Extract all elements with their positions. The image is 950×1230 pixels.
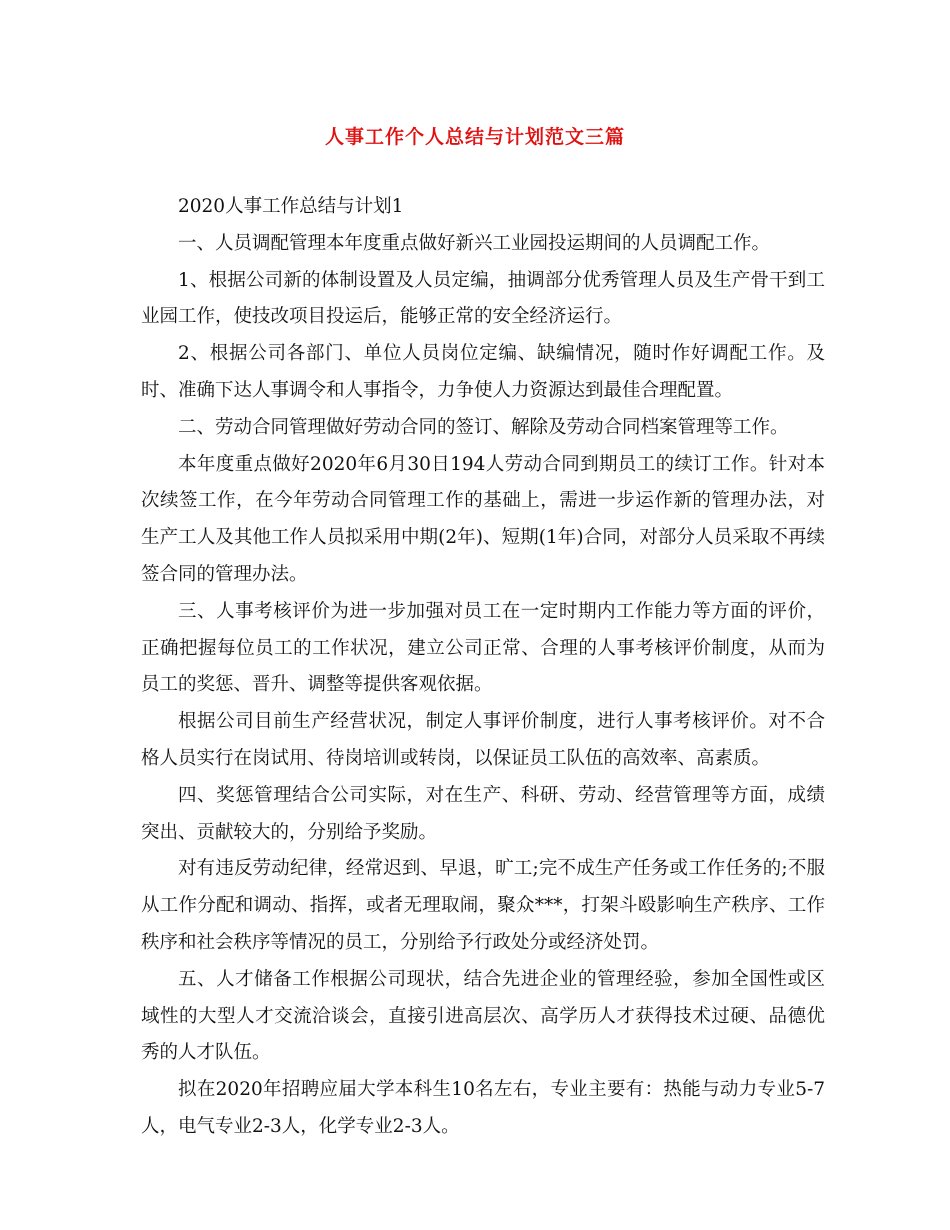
paragraph: 拟在2020年招聘应届大学本科生10名左右，专业主要有：热能与动力专业5-7人，电气专业2-3人，化学专业2-3人。 [141, 1079, 825, 1137]
paragraph: 1、根据公司新的体制设置及人员定编，抽调部分优秀管理人员及生产骨干到工业园工作，使技改项目投运后，能够正常的安全经济运行。 [141, 269, 825, 328]
paragraph: 二、劳动合同管理做好劳动合同的签订、解除及劳动合同档案管理等工作。 [178, 416, 789, 438]
document-title: 人事工作个人总结与计划范文三篇 [324, 126, 625, 148]
paragraph: 对有违反劳动纪律，经常迟到、早退，旷工;完不成生产任务或工作任务的;不服从工作分配和调动、指挥，或者无理取闹，聚众***，打架斗殴影响生产秩序、工作秩序和社会秩序等情况的员工，分别给予行政处分或经济处罚。 [141, 858, 825, 953]
paragraph: 四、奖惩管理结合公司实际，对在生产、科研、劳动、经营管理等方面，成绩突出、贡献较大的，分别给予奖励。 [141, 784, 825, 843]
paragraph: 五、人才储备工作根据公司现状，结合先进企业的管理经验，参加全国性或区域性的大型人才交流洽谈会，直接引进高层次、高学历人才获得技术过硬、品德优秀的人才队伍。 [141, 968, 825, 1064]
document-body [141, 189, 825, 1146]
section-heading: 2020人事工作总结与计划1 [178, 196, 404, 217]
paragraph: 2、根据公司各部门、单位人员岗位定编、缺编情况，随时作好调配工作。及时、准确下达人事调令和人事指令，力争使人力资源达到最佳合理配置。 [141, 343, 825, 401]
paragraph: 一、人员调配管理本年度重点做好新兴工业园投运期间的人员调配工作。 [178, 232, 771, 254]
paragraph: 本年度重点做好2020年6月30日194人劳动合同到期员工的续订工作。针对本次续签工作，在今年劳动合同管理工作的基础上，需进一步运作新的管理办法，对生产工人及其他工作人员拟采用中期(2年)、短期(1年)合同，对部分人员采取不再续签合同的管理办法。 [141, 453, 825, 585]
paragraph: 根据公司目前生产经营状况，制定人事评价制度，进行人事考核评价。对不合格人员实行在岗试用、待岗培训或转岗，以保证员工队伍的高效率、高素质。 [141, 711, 825, 769]
paragraph: 三、人事考核评价为进一步加强对员工在一定时期内工作能力等方面的评价，正确把握每位员工的工作状况，建立公司正常、合理的人事考核评价制度，从而为员工的奖惩、晋升、调整等提供客观依据。 [141, 600, 825, 696]
